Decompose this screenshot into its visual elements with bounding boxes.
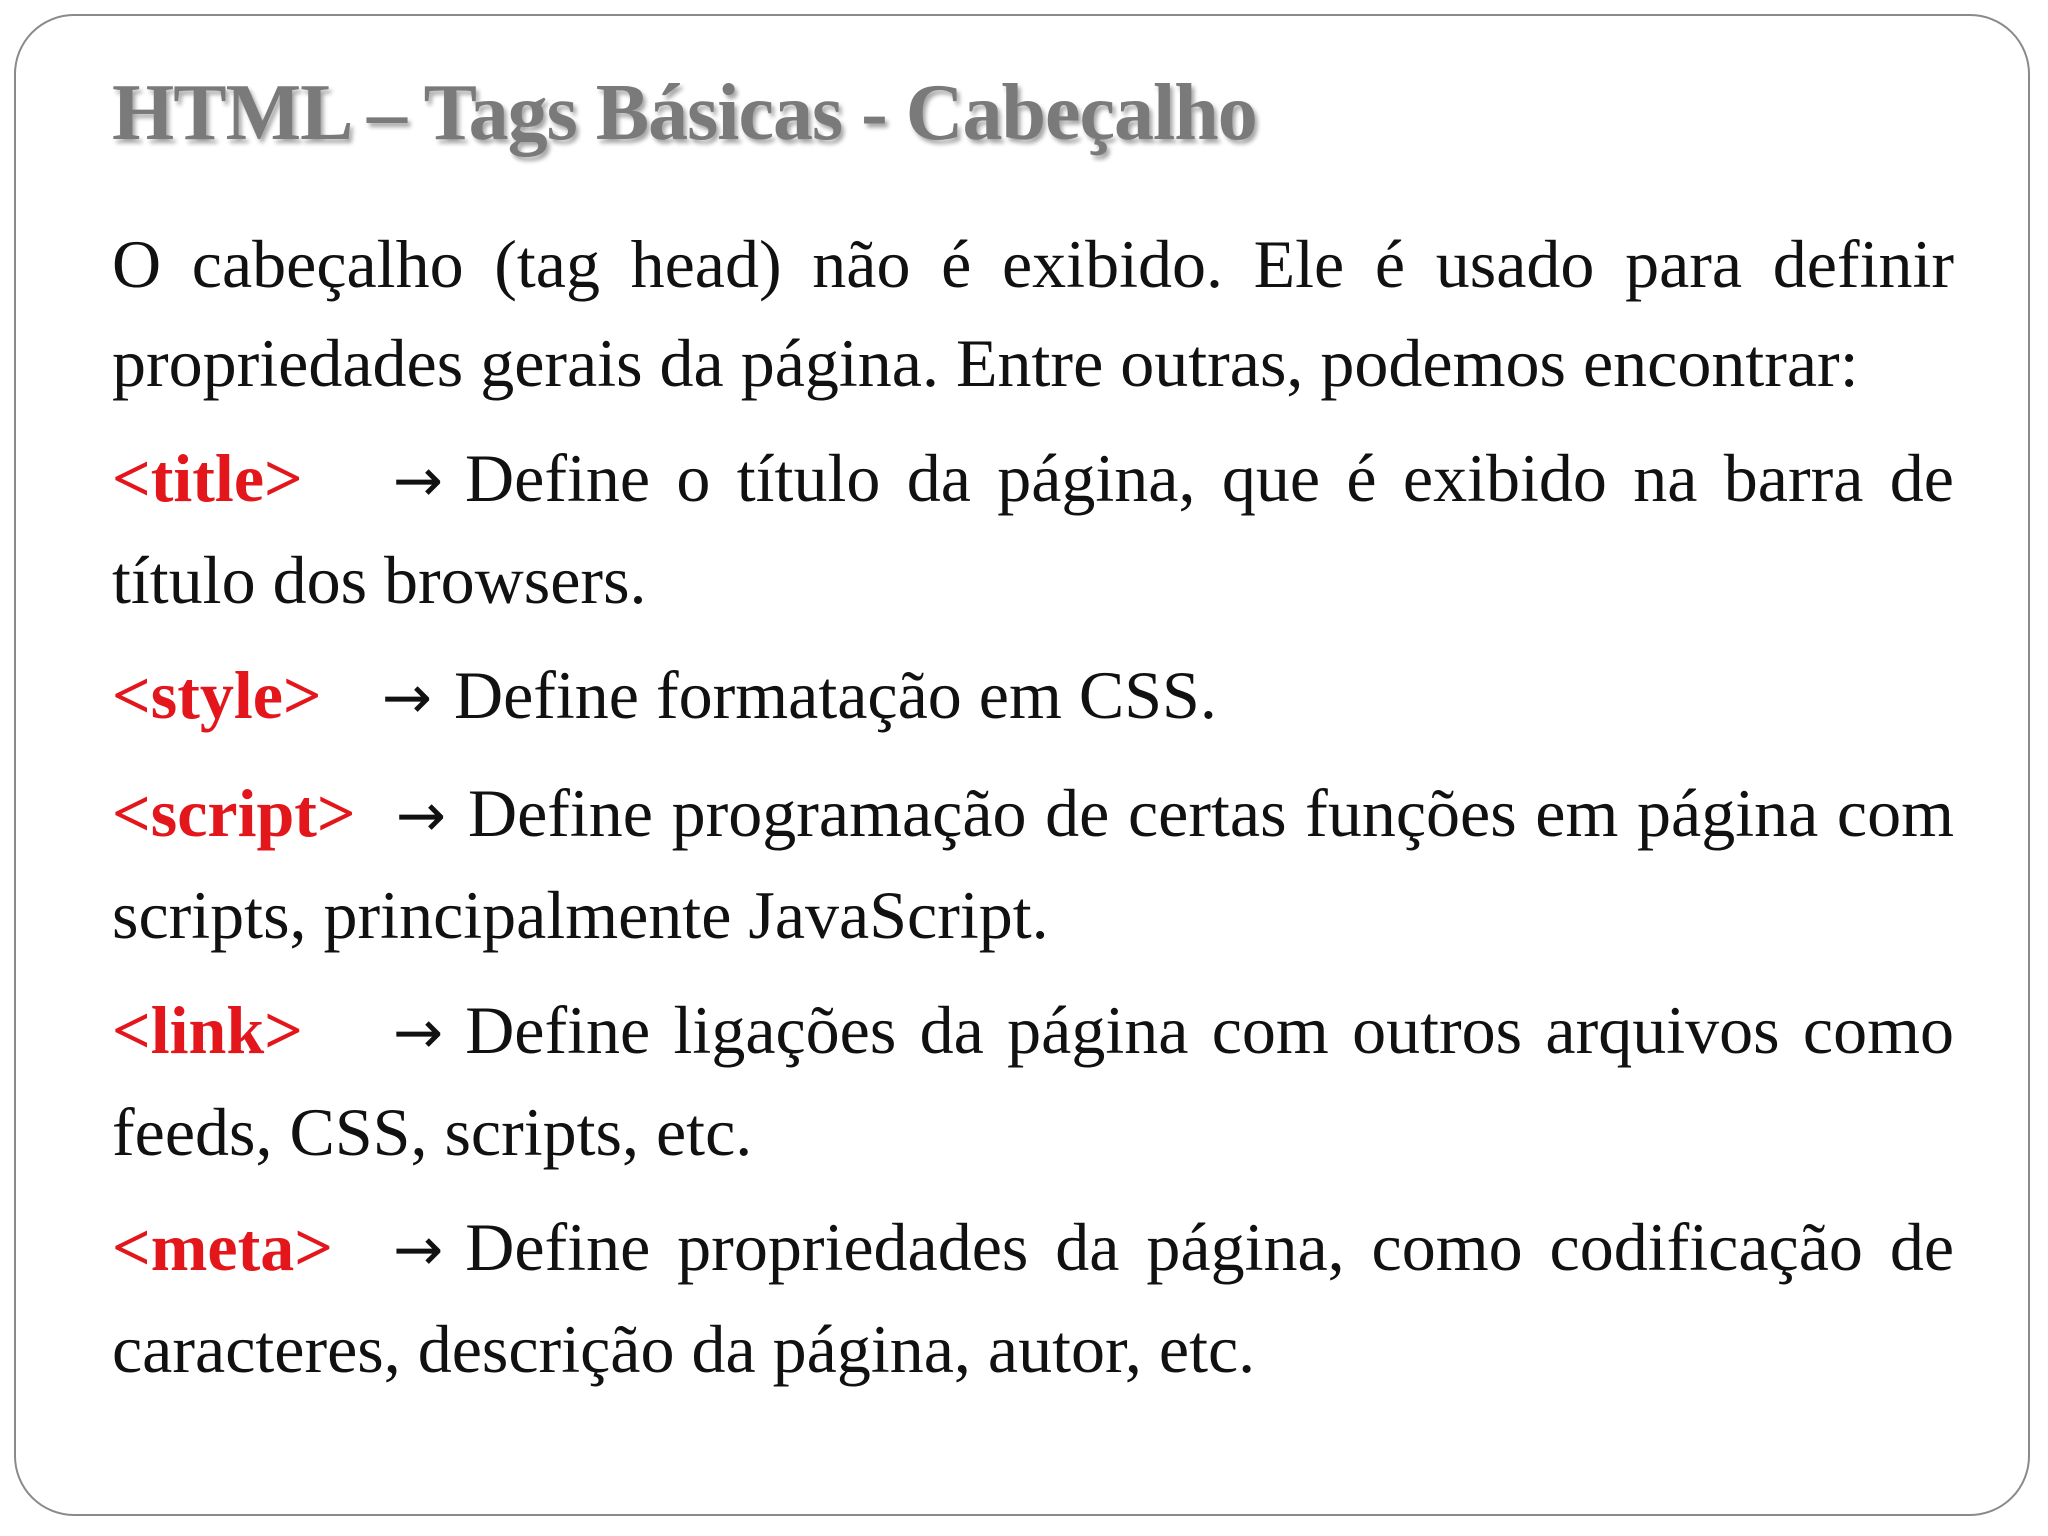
arrow-right-icon: → [395, 781, 446, 851]
item-link [112, 981, 1954, 1182]
intro-paragraph: O cabeçalho (tag head) não é exibido. Ele é usado para definir propriedades gerais da página. Entre outras, podemos encontrar: [112, 226, 1954, 401]
item-style-description: Define formatação em CSS. [453, 657, 1217, 733]
item-title-description: Define o título da página, que é exibido na barra de título dos browsers. [112, 440, 1954, 618]
slide-title: HTML – Tags Básicas - Cabeçalho [112, 69, 1257, 157]
tag-title-label: <title> [112, 440, 303, 516]
arrow-right-icon: → [381, 663, 432, 733]
arrow-right-icon: → [392, 998, 444, 1068]
tag-link-label: <link> [112, 992, 303, 1068]
slide-body [112, 215, 1954, 1415]
item-style [112, 646, 1954, 748]
item-script [112, 764, 1954, 965]
item-meta [112, 1198, 1954, 1399]
item-script-description: Define programação de certas funções em página com scripts, principalmente JavaScript. [112, 775, 1954, 953]
item-meta-description: Define propriedades da página, como codificação de caracteres, descrição da página, autor, etc. [112, 1209, 1954, 1387]
tag-meta-label: <meta> [112, 1209, 333, 1285]
item-title [112, 429, 1954, 630]
item-link-description: Define ligações da página com outros arquivos como feeds, CSS, scripts, etc. [112, 992, 1954, 1170]
arrow-right-icon: → [392, 446, 444, 516]
tag-style-label: <style> [112, 657, 322, 733]
tag-script-label: <script> [112, 775, 356, 851]
arrow-right-icon: → [392, 1215, 444, 1285]
